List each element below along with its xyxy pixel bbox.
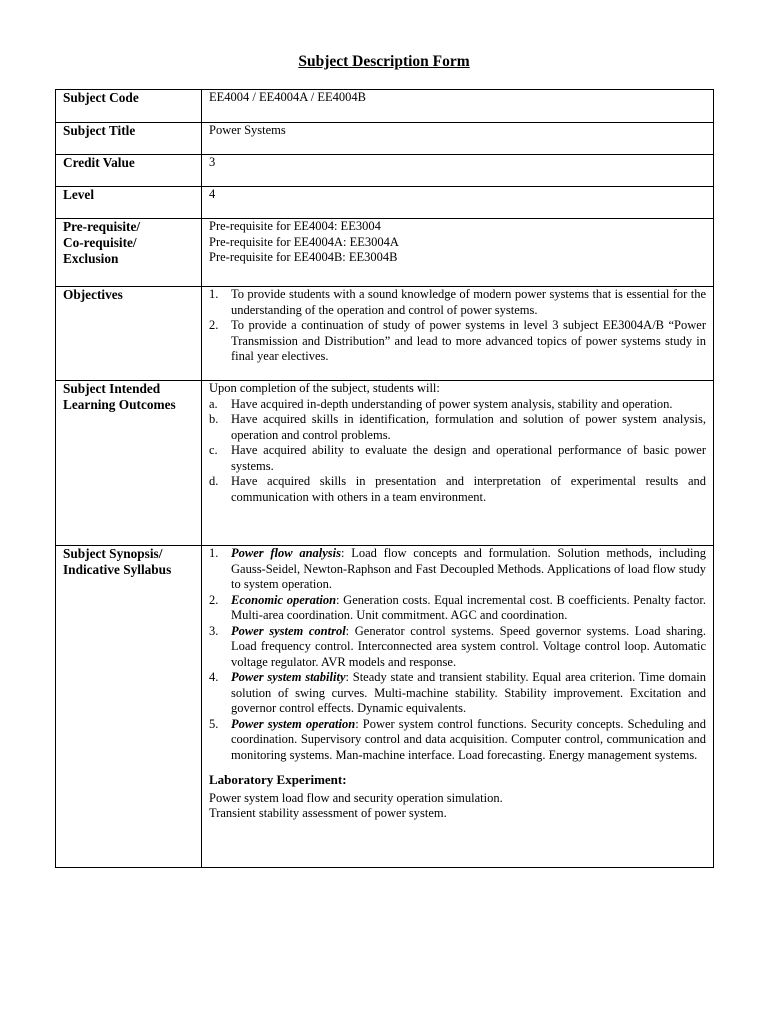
prerequisite-line: Pre-requisite for EE4004A: EE3004A [209,234,399,249]
credit-value-value: 3 [202,155,714,187]
syllabus-item [209,624,706,671]
row-objectives [56,287,714,381]
row-learning-outcomes [56,381,714,546]
subject-description-table [55,89,714,868]
lab-experiment-line: Transient stability assessment of power system. [209,806,447,820]
objective-number: 2. [209,318,219,332]
syllabus-heading: Power system control [231,623,346,638]
outcome-item [209,474,706,505]
row-credit-value [56,155,714,187]
subject-title-value: Power Systems [202,123,714,155]
subject-code-value: EE4004 / EE4004A / EE4004B [202,90,714,123]
syllabus-item [209,593,706,624]
objective-number: 1. [209,287,219,301]
objectives-label: Objectives [56,287,202,381]
syllabus-body: : Power system control functions. Security concepts. Scheduling and coordination. Supervisory control and data acquisition. Computer control, communication and monitoring systems. Man-machine interface. Load forecasting. Energy management systems. [231,716,707,762]
row-prerequisite [56,219,714,287]
learning-outcomes-label-line: Learning Outcomes [63,397,176,412]
objectives-value [202,287,714,381]
exclusion-label-line: Exclusion [63,251,119,266]
objective-item [209,287,706,318]
lab-experiment-heading: Laboratory Experiment: [209,772,347,787]
syllabus-item [209,546,706,593]
learning-outcomes-label-line: Subject Intended [63,381,161,396]
outcome-text: Have acquired skills in identification, formulation and solution of power system analysis, operation and control problems. [231,412,706,442]
outcome-text: Have acquired ability to evaluate the design and operational performance of basic power systems. [231,443,706,473]
syllabus-label [56,546,202,868]
page-title: Subject Description Form [298,53,470,70]
syllabus-number: 3. [209,623,219,638]
syllabus-body: : Load flow concepts and formulation. Solution methods, including Gauss-Seidel, Newton-Raphson and Fast Decoupled Methods. Applications of load flow study to system operation. [231,546,706,591]
syllabus-text [231,717,706,764]
syllabus-body: : Generation costs. Equal incremental cost. B coefficients. Penalty factor. Multi-area coordination. Unit commitment. AGC and coordination. [231,592,706,622]
syllabus-label-line: Subject Synopsis/ [63,546,163,561]
syllabus-body: : Generator control systems. Speed governor systems. Load sharing. Load frequency control. Interconnected area system control. Voltage control loop. Automatic voltage regulator. AVR models and response. [231,623,706,669]
lab-experiment-line: Power system load flow and security operation simulation. [209,790,503,805]
row-level [56,187,714,219]
syllabus-heading: Power system operation [231,716,356,731]
learning-outcomes-label [56,381,202,546]
syllabus-number: 5. [209,716,219,731]
objective-item [209,318,706,365]
syllabus-heading: Power system stability [231,670,346,684]
credit-value-label: Credit Value [56,155,202,187]
outcome-text: Have acquired skills in presentation and interpretation of experimental results and communication with others in a team environment. [231,474,706,504]
outcome-letter: c. [209,443,218,457]
syllabus-heading: Economic operation [231,592,337,607]
syllabus-number: 4. [209,670,219,684]
syllabus-label-line: Indicative Syllabus [63,562,172,577]
syllabus-heading: Power flow analysis [231,546,342,560]
subject-title-label: Subject Title [56,123,202,155]
outcome-letter: a. [209,396,218,411]
prerequisite-line: Pre-requisite for EE4004: EE3004 [209,219,381,233]
syllabus-item [209,717,706,764]
level-label: Level [56,187,202,219]
outcome-item [209,412,706,443]
prerequisite-label [56,219,202,287]
syllabus-text [231,593,706,624]
prerequisite-line: Pre-requisite for EE4004B: EE3004B [209,250,398,264]
syllabus-value [202,546,714,868]
prerequisite-value [202,219,714,287]
learning-outcomes-value [202,381,714,546]
syllabus-number: 2. [209,592,219,607]
syllabus-item [209,670,706,717]
prerequisite-label-line: Pre-requisite/ [63,219,141,234]
objective-text: To provide a continuation of study of power systems in level 3 subject EE3004A/B “Power Transmission and Distribution” and lead to more advanced topics of power systems study in final year electives. [231,318,706,363]
level-value: 4 [202,187,714,219]
outcome-item [209,397,706,413]
learning-outcomes-intro: Upon completion of the subject, students will: [209,381,440,395]
corequisite-label-line: Co-requisite/ [63,235,137,250]
syllabus-text [231,546,706,593]
outcome-letter: b. [209,412,219,426]
outcome-item [209,443,706,474]
syllabus-number: 1. [209,546,219,560]
outcome-letter: d. [209,474,219,488]
row-syllabus [56,546,714,868]
row-subject-code [56,90,714,123]
outcome-text: Have acquired in-depth understanding of power system analysis, stability and operation. [231,396,673,411]
subject-code-label: Subject Code [56,90,202,123]
row-subject-title [56,123,714,155]
syllabus-body: : Steady state and transient stability. Equal area criterion. Time domain solution of swing curves. Multi-machine stability. Stability improvement. Excitation and governor control effects. Dynamic equivalents. [231,670,707,715]
syllabus-text [231,624,706,671]
syllabus-text [231,670,706,717]
objective-text: To provide students with a sound knowledge of modern power systems that is essential for the understanding of the operation and control of power systems. [231,287,706,317]
